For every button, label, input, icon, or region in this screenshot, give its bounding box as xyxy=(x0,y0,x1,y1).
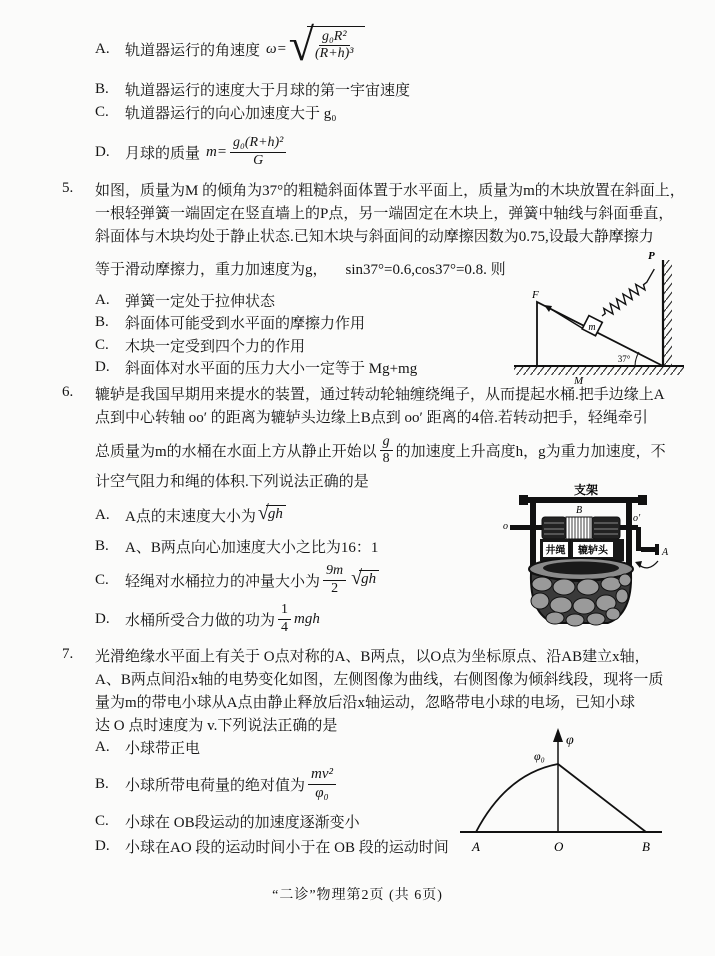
formula-tail: mgh xyxy=(294,610,320,627)
stone xyxy=(566,614,584,626)
question-number: 5. xyxy=(62,180,74,196)
option-text: 轨道器运行的速度大于月球的第一宇宙速度 xyxy=(125,83,411,99)
sqrt: √ gh xyxy=(351,570,379,590)
crank-handle xyxy=(641,547,657,552)
spring xyxy=(598,269,661,320)
point-o-label: O xyxy=(554,839,564,854)
q4-option-c xyxy=(95,101,410,124)
q7-line-4: 达 O 点时速度为 v.下列说法正确的是 xyxy=(95,718,338,734)
q4-option-d xyxy=(95,124,410,180)
y-axis-label: φ xyxy=(566,733,574,748)
option-label: A. xyxy=(95,40,110,57)
q6-line-3: 总质量为m的水桶在水面上方从静止开始以 $\frac{g}{8}$ 的加速度上升高度h，g为重力加速度，不 xyxy=(95,433,666,466)
radical-glyph: √ xyxy=(288,19,314,70)
left-post xyxy=(530,497,536,571)
rope-coil-section xyxy=(566,517,592,539)
stone xyxy=(606,608,620,620)
head-label: 辘轳头 xyxy=(578,545,608,557)
formula-omega: ω= √ $\frac{\text{g₀R²}}{\text{(R+h)³}}$ xyxy=(266,26,367,72)
stone xyxy=(616,589,628,603)
q6-line-4: 计空气阻力和绳的体积.下列说法正确的是 xyxy=(95,474,369,490)
sqrt: √ gh xyxy=(258,505,286,525)
option-text: 轨道器运行的向心加速度大于 g₀ xyxy=(125,106,337,122)
q5-option-b: B. 斜面体可能受到水平面的摩擦力作用 xyxy=(95,314,366,333)
bar-cap-right xyxy=(638,495,647,505)
question-5-options xyxy=(95,289,417,379)
peak-label: φ₀ xyxy=(534,749,545,763)
stone xyxy=(546,612,564,624)
stone xyxy=(532,577,552,591)
well-opening xyxy=(543,562,619,575)
radical-glyph: √ xyxy=(351,567,363,589)
point-a-label: A xyxy=(472,839,480,854)
fraction: $\frac{\text{g₀R²}}{\text{(R+h)³}}$ xyxy=(314,29,354,62)
top-bar xyxy=(524,497,642,503)
q6-option-a: A. A点的末速度大小为 √ gh xyxy=(95,498,381,532)
q4-option-a xyxy=(95,20,410,78)
handle-a-label: A xyxy=(662,547,669,558)
option-text: 轨道器运行的角速度 xyxy=(125,42,261,59)
q5-option-c: C. 木块一定受到四个力的作用 xyxy=(95,336,306,355)
q7-option-b: B. 小球所带电荷量的绝对值为 $\frac{\text{mv²}}{\text{φ₀}}$ xyxy=(95,759,449,809)
radical-glyph: √ xyxy=(257,502,269,524)
fraction: $\frac{\text{mv²}}{\text{φ₀}}$ xyxy=(308,766,336,802)
rope-label: 井绳 xyxy=(545,545,566,557)
option-text: 月球的质量 xyxy=(125,145,201,162)
q6-line-2: 点到中心转轴 oo′ 的距离为辘轳头边缘上B点到 oo′ 距离的4倍.若转动把手，轻绳牵引 xyxy=(95,410,648,426)
question-6 xyxy=(62,384,666,494)
fraction: $\frac{1}{4}$ xyxy=(278,602,291,635)
axis-o-prime-label: o′ xyxy=(633,513,641,524)
stone xyxy=(601,577,621,591)
potential-curve xyxy=(476,764,558,832)
q7-line-3: 量为m的带电小球从A点由静止释放后沿x轴运动，忽略带电小球的电场，已知小球 xyxy=(95,695,636,711)
force-label: F xyxy=(532,289,539,301)
angle-label: 37° xyxy=(617,354,631,364)
q6-line-1: 辘轳是我国早期用来提水的装置，通过转动轮轴缠绕绳子，从而提起水桶.把手边缘上A xyxy=(95,387,665,403)
incline-mass-label: M xyxy=(574,375,584,387)
stone xyxy=(531,593,549,609)
incline-spring-diagram xyxy=(512,246,690,388)
fraction: $\frac{\text{g₀(R+h)²}}{G}$ xyxy=(230,135,286,168)
question-7-options xyxy=(95,735,449,858)
option-label: D. xyxy=(95,143,110,160)
wall-hatch xyxy=(663,260,672,366)
stone xyxy=(553,579,575,595)
drum-b-label: B xyxy=(575,505,583,516)
drum-left xyxy=(542,517,566,539)
q7-line-2: A、B两点间沿x轴的电势变化如图，左侧图像为曲线，右侧图像为倾斜线段，现将一质 xyxy=(95,672,664,688)
stone xyxy=(573,598,595,614)
q5-line-4: 等于滑动摩擦力，重力加速度为g， sin37°=0.6,cos37°=0.8. 则 xyxy=(95,253,685,283)
right-post xyxy=(626,497,632,571)
potential-vs-x-graph xyxy=(446,720,674,868)
q5-line-2: 一根轻弹簧一端固定在竖直墙上的P点，另一端固定在木块上，弹簧中轴线与斜面垂直， xyxy=(95,206,674,222)
question-6-options xyxy=(95,498,381,638)
q7-line-1: 光滑绝缘水平面上有关于 O点对称的A、B两点，以O点为坐标原点、沿AB建立x轴， xyxy=(95,649,650,665)
stone xyxy=(587,613,605,625)
acceleration-fraction: $\frac{g}{8}$ xyxy=(380,434,393,467)
angle-arc xyxy=(635,352,639,366)
crank-arm xyxy=(636,527,641,551)
q6-option-b: B. A、B两点向心加速度大小之比为16：1 xyxy=(95,537,379,556)
sqrt xyxy=(288,19,365,72)
wall-point-label: P xyxy=(648,250,655,262)
option-label: C. xyxy=(95,104,109,120)
drum-right xyxy=(592,517,620,539)
question-number: 7. xyxy=(62,646,74,662)
axle-right xyxy=(620,525,638,530)
potential-line-segment xyxy=(558,764,646,832)
q6-option-d: D. 水桶所受合力做的功为 $\frac{1}{4}$ mgh xyxy=(95,602,320,635)
q6-option-c: C. 轻绳对水桶拉力的冲量大小为 $\frac{9m}{2}$ √ gh xyxy=(95,560,381,600)
q5-line-3: 斜面体与木块均处于静止状态.已知木块与斜面间的动摩擦因数为0.75,设最大静摩擦力 xyxy=(95,229,654,245)
formula-mass: m= $\frac{\text{g₀(R+h)²}}{G}$ xyxy=(206,135,289,168)
stone xyxy=(550,597,572,613)
support-label: 支架 xyxy=(573,483,599,497)
question-number: 6. xyxy=(62,384,74,400)
windlass-well-diagram xyxy=(500,481,685,641)
ground-hatch xyxy=(514,366,684,375)
stone xyxy=(619,574,631,586)
question-4-options xyxy=(95,20,410,180)
q5-option-d: D. 斜面体对水平面的压力大小一定等于 Mg+mg xyxy=(95,359,418,378)
handle-cap xyxy=(655,544,659,555)
force-arrow xyxy=(546,306,582,328)
point-b-label: B xyxy=(642,839,650,854)
q4-option-b xyxy=(95,78,410,101)
y-axis-arrowhead xyxy=(553,728,563,742)
page-footer: “二诊”物理第2页 (共 6页) xyxy=(272,888,443,903)
q7-option-a: A. 小球带正电 xyxy=(95,738,201,757)
bar-cap-left xyxy=(519,495,528,505)
axis-o-label: o xyxy=(503,521,508,532)
q7-option-c: C. 小球在 OB段运动的加速度逐渐变小 xyxy=(95,813,360,831)
q7-option-d: D. 小球在AO 段的运动时间小于在 OB 段的运动时间 xyxy=(95,837,449,856)
q5-option-a: A. 弹簧一定处于拉伸状态 xyxy=(95,291,276,310)
rotation-arrowhead xyxy=(635,561,642,568)
block-label: m xyxy=(588,322,596,333)
fraction: $\frac{9m}{2}$ xyxy=(323,563,346,596)
trig-values: sin37°=0.6,cos37°=0.8. 则 xyxy=(345,261,506,278)
stone xyxy=(577,579,599,595)
axle-left xyxy=(510,525,544,530)
q5-line-1: 如图，质量为M 的倾角为37°的粗糙斜面体置于水平面上，质量为m的木块放置在斜面上， xyxy=(95,183,685,199)
option-label: B. xyxy=(95,81,109,97)
